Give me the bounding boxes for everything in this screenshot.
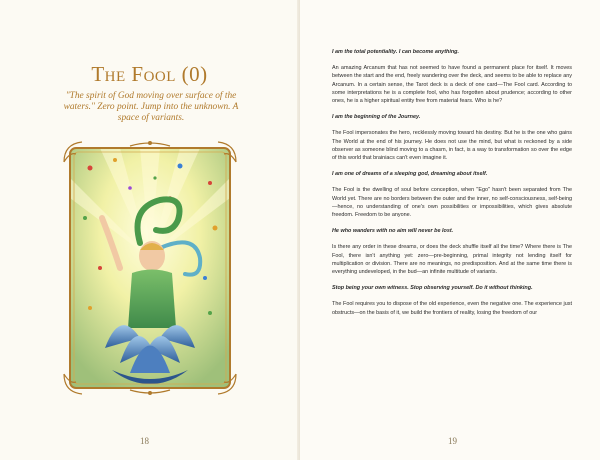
section-heading: I am one of dreams of a sleeping god, dreaming about itself.	[332, 171, 488, 178]
section-heading: He who wanders with no aim will never be lost.	[332, 228, 454, 235]
page-number-left: 18	[140, 436, 149, 446]
fool-card-art	[60, 138, 240, 398]
fool-body	[128, 270, 176, 329]
paragraph: Is there any order in these dreams, or does the deck shuffle itself all the time? Where there is The Fool, there isn't anything yet: zero—pre-beginning, primal integrity not lending itself for multiplication or division. There are no meanings, no predisposition. And at the same time there is everything undeveloped, in the bud—an infinite multitude of variants.	[332, 244, 572, 276]
left-page	[0, 0, 299, 460]
tarot-card-illustration	[60, 138, 240, 398]
paragraph: The Fool impersonates the hero, recklessly moving toward his destiny. But he is the one who gains The World at the end of his journey. He does not use the mind, but what is reckoned by a side observer as someone blind moving to a chasm, in fact, is a way to transformation so over the edge of this world that brainiacs can't even imagine it.	[332, 130, 572, 162]
card-title-number: (0)	[181, 62, 208, 86]
paragraph: An amazing Arcanum that has not seemed to have found a permanent place for itself. It moves between the start and the end, freely wandering over the deck, and seems to be able to replace any Arcanum. In a certain sense, the Tarot deck is a deck of one card—The Fool card. According to some interpretations he is a complete fool, who has forgotten about prudence; according to other ones, he is a higher spiritual entity free from material fears. Who is he?	[332, 65, 572, 105]
paragraph: The Fool is the dwelling of soul before conception, when "Ego" hasn't been separated from The World yet. There are no borders between the outer and the inner, no self-consciousness, self-being—hence, no understanding of one's own possibilities or impossibilities, which gives absolute freedom. Freedom to be anyone.	[332, 187, 572, 219]
page-number-right: 19	[448, 436, 457, 446]
card-title-name: The Fool	[91, 62, 176, 86]
section-heading: I am the beginning of the Journey.	[332, 114, 421, 121]
paragraph: The Fool requires you to dispose of the old experience, even the negative one. The experience just obstructs—on the basis of it, we build the frontiers of reality, losing the freedom of our	[332, 301, 572, 316]
body-text-column	[332, 48, 572, 325]
card-title	[0, 62, 299, 87]
section-heading: I am the total potentiality. I can become anything.	[332, 49, 459, 55]
section-heading: Stop being your own witness. Stop observing yourself. Do it without thinking.	[332, 285, 533, 292]
card-quote: "The spirit of God moving over surface of the waters." Zero point. Jump into the unknown. A space of variants.	[63, 91, 239, 123]
